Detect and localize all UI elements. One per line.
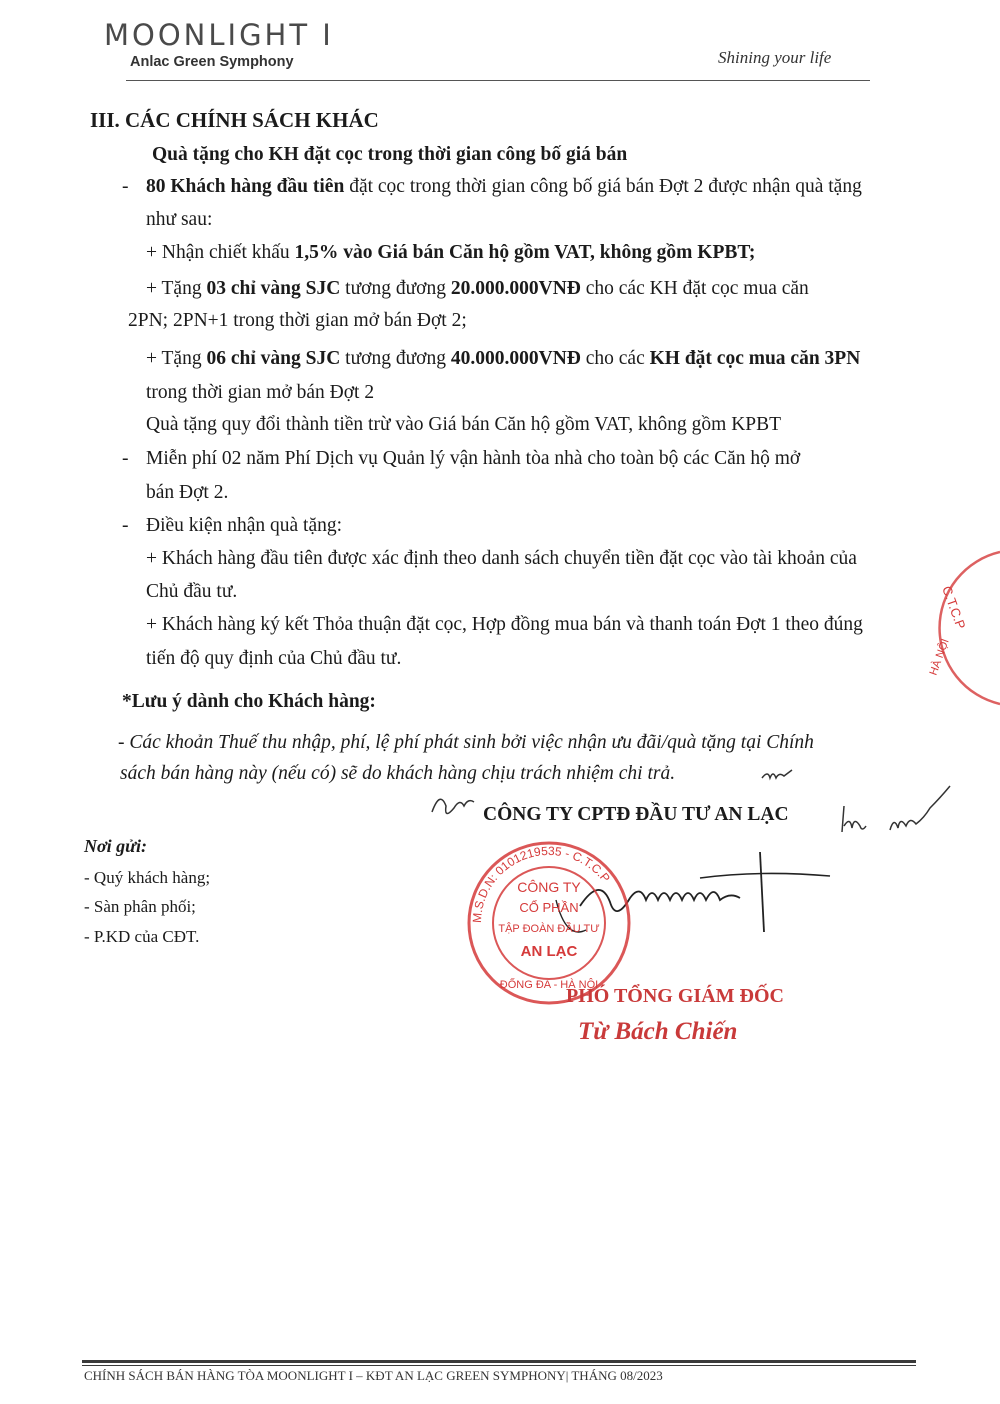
sub2-post: cho các KH đặt cọc mua căn (580, 278, 809, 299)
recipient-item: - Quý khách hàng; (84, 868, 211, 887)
signature-name: Từ Bách Chiến (578, 1018, 738, 1045)
company-stamp (466, 840, 632, 1006)
item3-cond2-cont: tiến độ quy định của Chủ đầu tư. (146, 648, 402, 669)
edge-stamp-text2: HÀ NỘI (927, 637, 952, 678)
sub2-bold1: 03 chỉ vàng SJC (206, 278, 341, 299)
notice-title: *Lưu ý dành cho Khách hàng: (122, 691, 376, 712)
stamp-bottom: ĐỐNG ĐA - HÀ NỘI (499, 979, 599, 991)
item1-rest: đặt cọc trong thời gian công bố giá bán Đợt 2 được nhận quà tặng (344, 176, 862, 197)
signature-stroke (700, 873, 830, 878)
notice-line1: - Các khoản Thuế thu nhập, phí, lệ phí phát sinh bởi việc nhận ưu đãi/quà tặng tại Chính (118, 732, 814, 753)
notice-line2: sách bán hàng này (nếu có) sẽ do khách hàng chịu trách nhiệm chi trả. (120, 763, 676, 784)
item1-dash: - (122, 176, 129, 197)
item1-cont: như sau: (146, 209, 213, 230)
footer-text: CHÍNH SÁCH BÁN HÀNG TÒA MOONLIGHT I – KĐT AN LẠC GREEN SYMPHONY| THÁNG 08/2023 (84, 1368, 663, 1383)
sub2-cont: 2PN; 2PN+1 trong thời gian mở bán Đợt 2; (128, 310, 467, 331)
initial-mark (842, 806, 866, 832)
item3-text: Điều kiện nhận quà tặng: (146, 515, 343, 536)
initial-mark (762, 770, 792, 778)
recipient-item: - P.KD của CĐT. (84, 927, 200, 946)
gift-convert-note: Quà tặng quy đổi thành tiền trừ vào Giá bán Căn hộ gồm VAT, không gồm KPBT (146, 414, 782, 435)
signature-title: PHÓ TỔNG GIÁM ĐỐC (566, 985, 784, 1007)
sub3-bold3: KH đặt cọc mua căn 3PN (649, 348, 861, 369)
sub3-bold1: 06 chỉ vàng SJC (206, 348, 341, 369)
section-title: III. CÁC CHÍNH SÁCH KHÁC (90, 108, 379, 132)
edge-stamp (918, 548, 1000, 708)
item1-bold: 80 Khách hàng đầu tiên (146, 176, 345, 197)
item3-cond1: + Khách hàng đầu tiên được xác định theo danh sách chuyển tiền đặt cọc vào tài khoản của (146, 548, 857, 569)
stamp-line4: AN LẠC (520, 943, 578, 960)
sub1-pre: + Nhận chiết khấu (146, 242, 295, 263)
sub3-mid: tương đương (340, 348, 451, 369)
logo-subtitle: Anlac Green Symphony (130, 54, 294, 70)
sub1-bold: 1,5% vào Giá bán Căn hộ gồm VAT, không gồm KPBT; (294, 242, 756, 263)
sub3-cont: trong thời gian mở bán Đợt 2 (146, 382, 375, 403)
stamp-ring-text: M.S.D.N: 0101219535 - C.T.C.P (469, 843, 613, 924)
item3-cond2: + Khách hàng ký kết Thỏa thuận đặt cọc, Hợp đồng mua bán và thanh toán Đợt 1 theo đúng (146, 614, 863, 635)
footer-divider (82, 1360, 916, 1363)
item2-dash: - (122, 448, 129, 469)
item2-cont: bán Đợt 2. (146, 482, 229, 503)
signature-stroke (760, 852, 764, 932)
recipients-title: Nơi gửi: (84, 836, 147, 856)
sub2-mid: tương đương (340, 278, 451, 299)
sub2-pre: + Tặng (146, 278, 207, 299)
item3-cond1-cont: Chủ đầu tư. (146, 581, 238, 602)
sub3-bold2: 40.000.000VNĐ (450, 348, 581, 369)
section-subheading: Quà tặng cho KH đặt cọc trong thời gian công bố giá bán (152, 144, 628, 165)
stamp-line2: CỔ PHẦN (519, 900, 579, 915)
company-name: CÔNG TY CPTĐ ĐẦU TƯ AN LẠC (483, 804, 789, 825)
footer-divider-thin (82, 1365, 916, 1366)
item3-dash: - (122, 515, 129, 536)
recipient-item: - Sàn phân phối; (84, 897, 196, 916)
tagline: Shining your life (718, 48, 832, 67)
sub2-bold2: 20.000.000VNĐ (450, 278, 581, 299)
initial-mark (432, 799, 474, 813)
edge-stamp-text: C.T.C.P (939, 583, 969, 632)
sub3-pre: + Tặng (146, 348, 207, 369)
logo-title: MOONLIGHT I (104, 18, 334, 52)
stamp-line3: TẬP ĐOÀN ĐẦU TƯ (498, 923, 600, 935)
stamp-line1: CÔNG TY (517, 879, 581, 895)
item2-text: Miễn phí 02 năm Phí Dịch vụ Quản lý vận hành tòa nhà cho toàn bộ các Căn hộ mở (146, 448, 801, 469)
sub3-post: cho các (580, 348, 650, 369)
initial-mark (890, 786, 950, 830)
